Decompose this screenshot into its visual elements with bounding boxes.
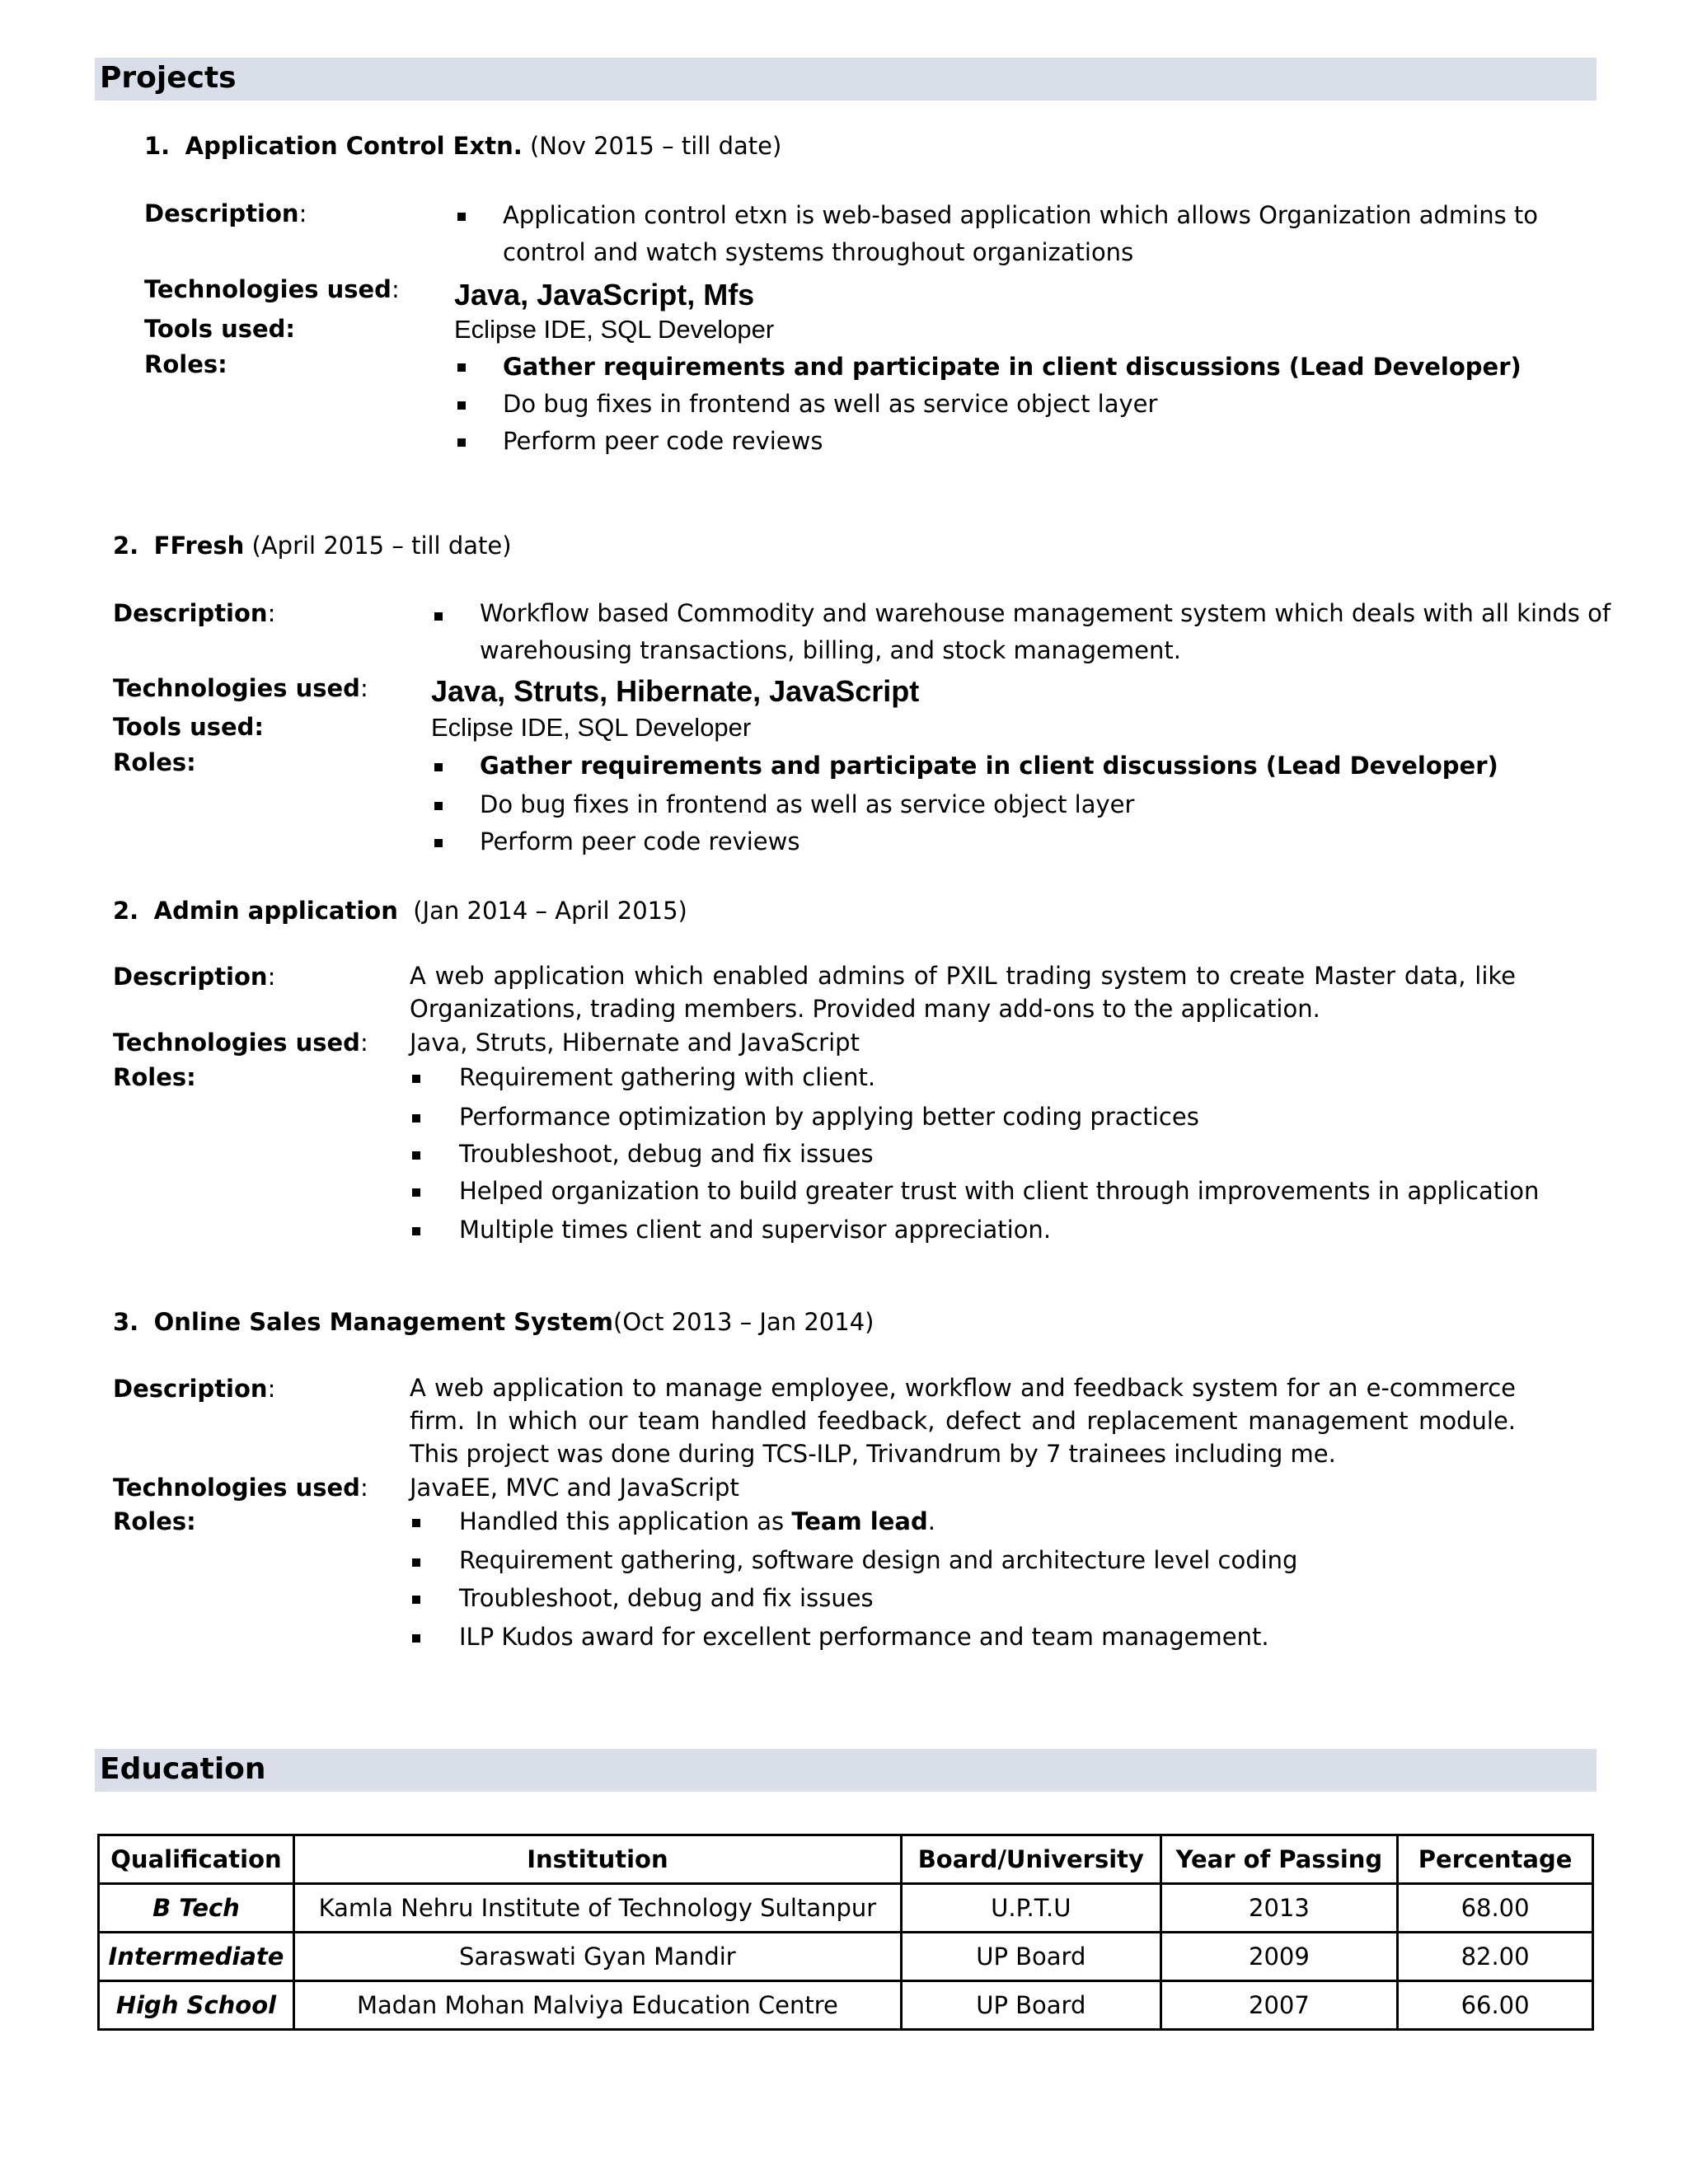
project-4-dates: (Oct 2013 – Jan 2014) [613,1308,874,1336]
project-2-role-2: Do bug fixes in frontend as well as service object layer [480,790,1135,818]
project-3-role-4: Helped organization to build greater trust with client through improvements in application [459,1177,1540,1205]
bullet-icon [457,438,466,447]
project-3-tech-label: Technologies used: [113,1029,368,1057]
project-3-role-1: Requirement gathering with client. [459,1063,876,1091]
project-3-tech-value: Java, Struts, Hibernate and JavaScript [410,1029,860,1057]
board-cell: UP Board [901,1981,1160,2030]
project-3-title [113,897,687,925]
project-3-description-label: Description: [113,963,276,991]
project-1-roles-label: Roles: [144,350,227,378]
project-1-role-2: Do bug fixes in frontend as well as service object layer [503,390,1158,418]
project-4-role-4: ILP Kudos award for excellent performance and team management. [459,1623,1269,1651]
percentage-cell: 68.00 [1398,1884,1593,1933]
qualification-cell: High School [99,1981,294,2030]
projects-section-header [95,58,1597,101]
bullet-icon [434,839,443,847]
column-header-percentage: Percentage [1398,1835,1593,1884]
project-1-number: 1. [144,132,171,160]
bullet-icon [412,1634,420,1643]
institution-cell: Madan Mohan Malviya Education Centre [293,1981,901,2030]
bullet-icon [412,1519,420,1527]
column-header-board: Board/University [901,1835,1160,1884]
bullet-icon [412,1188,420,1197]
bullet-icon [412,1075,420,1083]
project-4-tech-value: JavaEE, MVC and JavaScript [410,1474,739,1502]
project-4-roles-label: Roles: [113,1507,196,1535]
bullet-icon [457,401,466,410]
bullet-icon [434,612,443,621]
bullet-icon [412,1596,420,1604]
column-header-year: Year of Passing [1160,1835,1397,1884]
project-1-tech-value: Java, JavaScript, Mfs [454,278,755,312]
project-4-description-label: Description: [113,1375,276,1403]
project-4-role-2: Requirement gathering, software design and architecture level coding [459,1546,1298,1574]
project-3-number: 2. [113,897,139,925]
bullet-icon [412,1114,420,1122]
team-lead-emphasis: Team lead [791,1507,928,1535]
project-1-tech-label: Technologies used: [144,275,400,303]
board-cell: UP Board [901,1933,1160,1981]
project-1-description-line-2: control and watch systems throughout organizations [503,238,1134,266]
project-3-dates: (Jan 2014 – April 2015) [413,897,687,925]
project-1-title [144,132,781,160]
project-4-name: Online Sales Management System [153,1308,614,1336]
project-3-description: A web application which enabled admins of PXIL trading system to create Master data, like Organizations, trading members. Provided many add-ons to the application. [410,962,1516,1023]
education-section-header [95,1749,1597,1792]
year-cell: 2007 [1160,1981,1397,2030]
bullet-icon [457,213,466,221]
project-3-name: Admin application [153,897,398,925]
project-3-role-2: Performance optimization by applying better coding practices [459,1103,1199,1131]
bullet-icon [434,802,443,810]
education-heading: Education [100,1752,266,1786]
projects-heading: Projects [100,61,237,95]
project-1-tools-label: Tools used: [144,315,296,343]
board-cell: U.P.T.U [901,1884,1160,1933]
project-1-role-1: Gather requirements and participate in client discussions (Lead Developer) [503,353,1522,381]
project-4-number: 3. [113,1308,139,1336]
project-3-role-5: Multiple times client and supervisor appreciation. [459,1216,1052,1244]
table-row [99,1981,1593,2030]
qualification-cell: B Tech [99,1884,294,1933]
project-2-tech-value: Java, Struts, Hibernate, JavaScript [431,674,920,708]
table-row [99,1933,1593,1981]
project-4-tech-label: Technologies used: [113,1474,368,1502]
bullet-icon [434,763,443,771]
bullet-icon [412,1227,420,1235]
year-cell: 2009 [1160,1933,1397,1981]
project-3-roles-label: Roles: [113,1063,196,1091]
project-2-roles-label: Roles: [113,748,196,776]
project-2-role-3: Perform peer code reviews [480,827,800,855]
project-4-title [113,1308,874,1336]
project-2-description-line-1: Workflow based Commodity and warehouse management system which deals with all kinds of [480,599,1611,627]
bullet-icon [412,1558,420,1567]
year-cell: 2013 [1160,1884,1397,1933]
project-1-role-3: Perform peer code reviews [503,427,823,455]
project-3-role-3: Troubleshoot, debug and fix issues [459,1140,874,1168]
qualification-cell: Intermediate [99,1933,294,1981]
project-4-role-3: Troubleshoot, debug and fix issues [459,1584,874,1612]
education-table [97,1834,1594,2031]
project-1-description-line-1: Application control etxn is web-based application which allows Organization admins to [503,201,1539,229]
project-2-title [113,532,512,560]
project-1-dates: (Nov 2015 – till date) [529,132,782,160]
institution-cell: Saraswati Gyan Mandir [293,1933,901,1981]
project-2-number: 2. [113,532,139,560]
bullet-icon [412,1151,420,1160]
project-1-name: Application Control Extn. [185,132,523,160]
project-2-role-1: Gather requirements and participate in client discussions (Lead Developer) [480,752,1498,780]
percentage-cell: 66.00 [1398,1981,1593,2030]
column-header-qualification: Qualification [99,1835,294,1884]
project-2-tools-label: Tools used: [113,713,265,741]
project-1-description-label: Description: [144,199,307,227]
table-header-row [99,1835,1593,1884]
project-2-description-label: Description: [113,599,276,627]
project-2-description-line-2: warehousing transactions, billing, and stock management. [480,636,1181,664]
project-2-name: FFresh [153,532,245,560]
percentage-cell: 82.00 [1398,1933,1593,1981]
project-4-role-1: Handled this application as Team lead. [459,1507,935,1535]
project-2-tech-label: Technologies used: [113,674,368,702]
table-row [99,1884,1593,1933]
bullet-icon [457,363,466,372]
project-4-description: A web application to manage employee, workflow and feedback system for an e-commerce firm. In which our team handled feedback, defect and replacement management module. This project was done during TCS-ILP, Trivandrum by 7 trainees including me. [410,1374,1516,1468]
project-1-tools-value: Eclipse IDE, SQL Developer [454,315,775,344]
column-header-institution: Institution [293,1835,901,1884]
project-2-dates: (April 2015 – till date) [251,532,512,560]
institution-cell: Kamla Nehru Institute of Technology Sultanpur [293,1884,901,1933]
project-2-tools-value: Eclipse IDE, SQL Developer [431,713,752,742]
